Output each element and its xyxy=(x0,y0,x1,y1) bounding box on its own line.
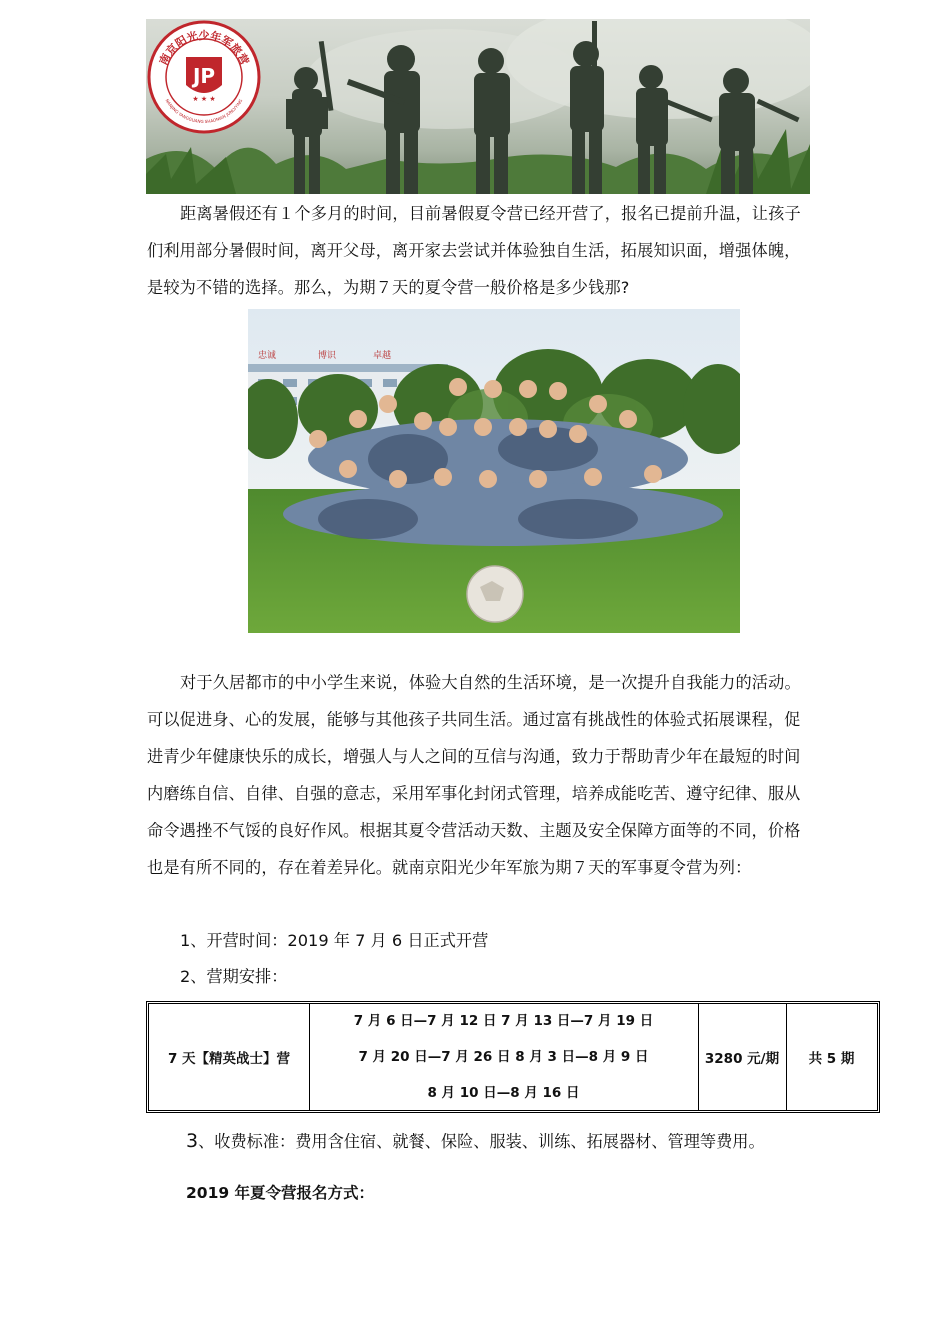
svg-text:NANJING YANGGUANG SHAONIAN JUN: NANJING YANGGUANG SHAONIAN JUNLVYING xyxy=(164,98,244,125)
banner-word-1: 忠诚 xyxy=(258,351,277,361)
dates-cell xyxy=(309,1004,699,1110)
svg-text:JP: JP xyxy=(192,64,216,88)
price-cell: 3280 元/期 xyxy=(698,1004,787,1110)
dates-line: 7 月 6 日—7 月 12 日 7 月 13 日—7 月 19 日 xyxy=(353,1013,654,1029)
body-paragraph: 对于久居都市的中小学生来说，体验大自然的生活环境，是一次提升自我能力的活动。可以促进身、心的发展，能够与其他孩子共同生活。通过富有挑战性的体验式拓展课程，促进青少年健康快乐的成长，增强人与人之间的互信与沟通，致力于帮助青少年在最短的时间内磨练自信、自律、自强的意志，采用军事化封闭式管理，培养成能吃苦、遵守纪律、服从命令遇挫不气馁的良好作风。根据其夏令营活动天数、主题及安全保障方面等的不同，价格也是有所不同的，存在着差异化。就南京阳光少年军旅为期７天的军事夏令营为列： xyxy=(147,673,801,877)
fee-text: 、收费标准：费用含住宿、就餐、保险、服装、训练、拓展器材、管理等费用。 xyxy=(198,1132,765,1151)
opening-time: 1、开营时间：2019 年 7 月 6 日正式开营 xyxy=(180,931,489,950)
schedule-table xyxy=(146,1001,880,1113)
camp-emblem-logo xyxy=(146,19,262,135)
fee-standard xyxy=(186,1129,765,1154)
sessions-cell: 共 5 期 xyxy=(808,1051,855,1067)
camp-name-cell: 7 天【精英战士】营 xyxy=(149,1004,310,1110)
registration-heading: 2019 年夏令营报名方式： xyxy=(186,1184,375,1202)
schedule-label: 2、营期安排： xyxy=(180,967,288,986)
svg-text:南京阳光少年军旅营: 南京阳光少年军旅营 xyxy=(156,29,252,68)
intro-paragraph: 距离暑假还有１个多月的时间，目前暑假夏令营已经开营了，报名已提前升温，让孩子们利用部分暑假时间，离开父母，离开家去尝试并体验独自生活，拓展知识面，增强体魄，是较为不错的选择。那么，为期７天的夏令营一般价格是多少钱那? xyxy=(147,204,801,297)
group-photo xyxy=(248,309,740,633)
banner-word-2: 博识 xyxy=(318,351,337,361)
fee-number: 3 xyxy=(186,1130,199,1152)
svg-text:★ ★ ★: ★ ★ ★ xyxy=(192,95,216,103)
dates-line: 8 月 10 日—8 月 16 日 xyxy=(427,1085,580,1101)
banner-word-3: 卓越 xyxy=(373,351,392,361)
dates-line: 7 月 20 日—7 月 26 日 8 月 3 日—8 月 9 日 xyxy=(358,1049,649,1065)
header-banner xyxy=(146,19,810,194)
